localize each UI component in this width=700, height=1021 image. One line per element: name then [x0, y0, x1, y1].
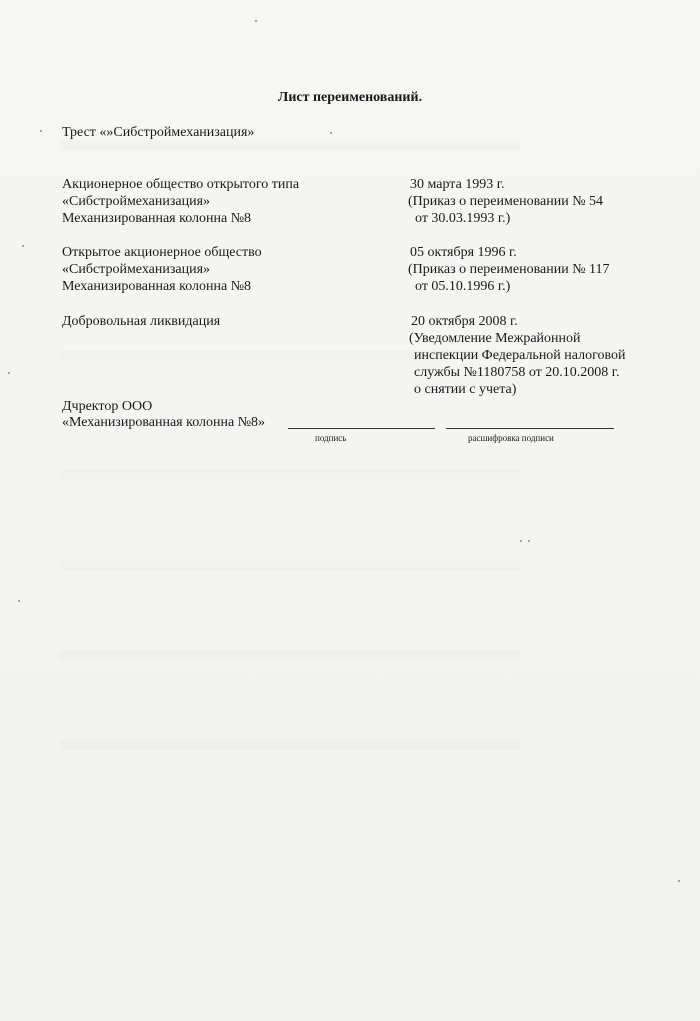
scan-speck [520, 540, 522, 542]
entry-1-order-line-2: от 30.03.1993 г.) [415, 211, 511, 226]
scan-speck [8, 372, 10, 374]
bleed-through [60, 650, 520, 660]
entry-3-name-line-1: Добровольная ликвидация [62, 314, 221, 329]
entry-2-name-line-3: Механизированная колонна №8 [62, 279, 252, 294]
signature-position-line-1: Дчректор ООО [62, 399, 153, 414]
entry-2-date: 05 октября 1996 г. [410, 245, 517, 260]
entry-1-name-line-3: Механизированная колонна №8 [62, 211, 252, 226]
trust-name: Трест «»Сибстроймеханизация» [62, 125, 255, 140]
scan-speck [255, 20, 257, 22]
bleed-through [60, 560, 520, 570]
entry-3-notice-line-4: о снятии с учета) [414, 382, 517, 397]
scan-speck [18, 600, 20, 602]
scan-speck [678, 880, 680, 882]
entry-1-name-line-2: «Сибстроймеханизация» [62, 194, 211, 209]
scan-speck [40, 130, 42, 132]
bleed-through [60, 740, 520, 750]
scan-speck [22, 245, 24, 247]
entry-3-date: 20 октября 2008 г. [411, 314, 518, 329]
scan-speck [528, 540, 530, 542]
scan-speck [330, 132, 332, 134]
document-title: Лист переименований. [277, 90, 423, 105]
bleed-through [60, 470, 520, 480]
signature-position-line-2: «Механизированная колонна №8» [62, 415, 266, 430]
entry-1-order-line-1: (Приказ о переименовании № 54 [408, 194, 604, 209]
entry-2-order-line-1: (Приказ о переименовании № 117 [408, 262, 610, 277]
entry-2-name-line-2: «Сибстроймеханизация» [62, 262, 211, 277]
entry-3-notice-line-1: (Уведомление Межрайонной [409, 331, 581, 346]
decoding-line [446, 428, 614, 429]
entry-1-date: 30 марта 1993 г. [410, 177, 505, 192]
entry-1-name-line-1: Акционерное общество открытого типа [62, 177, 300, 192]
signature-line [288, 428, 435, 429]
entry-3-notice-line-2: инспекции Федеральной налоговой [414, 348, 626, 363]
entry-2-name-line-1: Открытое акционерное общество [62, 245, 262, 260]
decoding-caption: расшифровка подписи [468, 433, 554, 443]
entry-2-order-line-2: от 05.10.1996 г.) [415, 279, 511, 294]
entry-3-notice-line-3: службы №1180758 от 20.10.2008 г. [414, 365, 620, 380]
signature-caption: подпись [315, 433, 347, 443]
bleed-through [60, 140, 520, 150]
